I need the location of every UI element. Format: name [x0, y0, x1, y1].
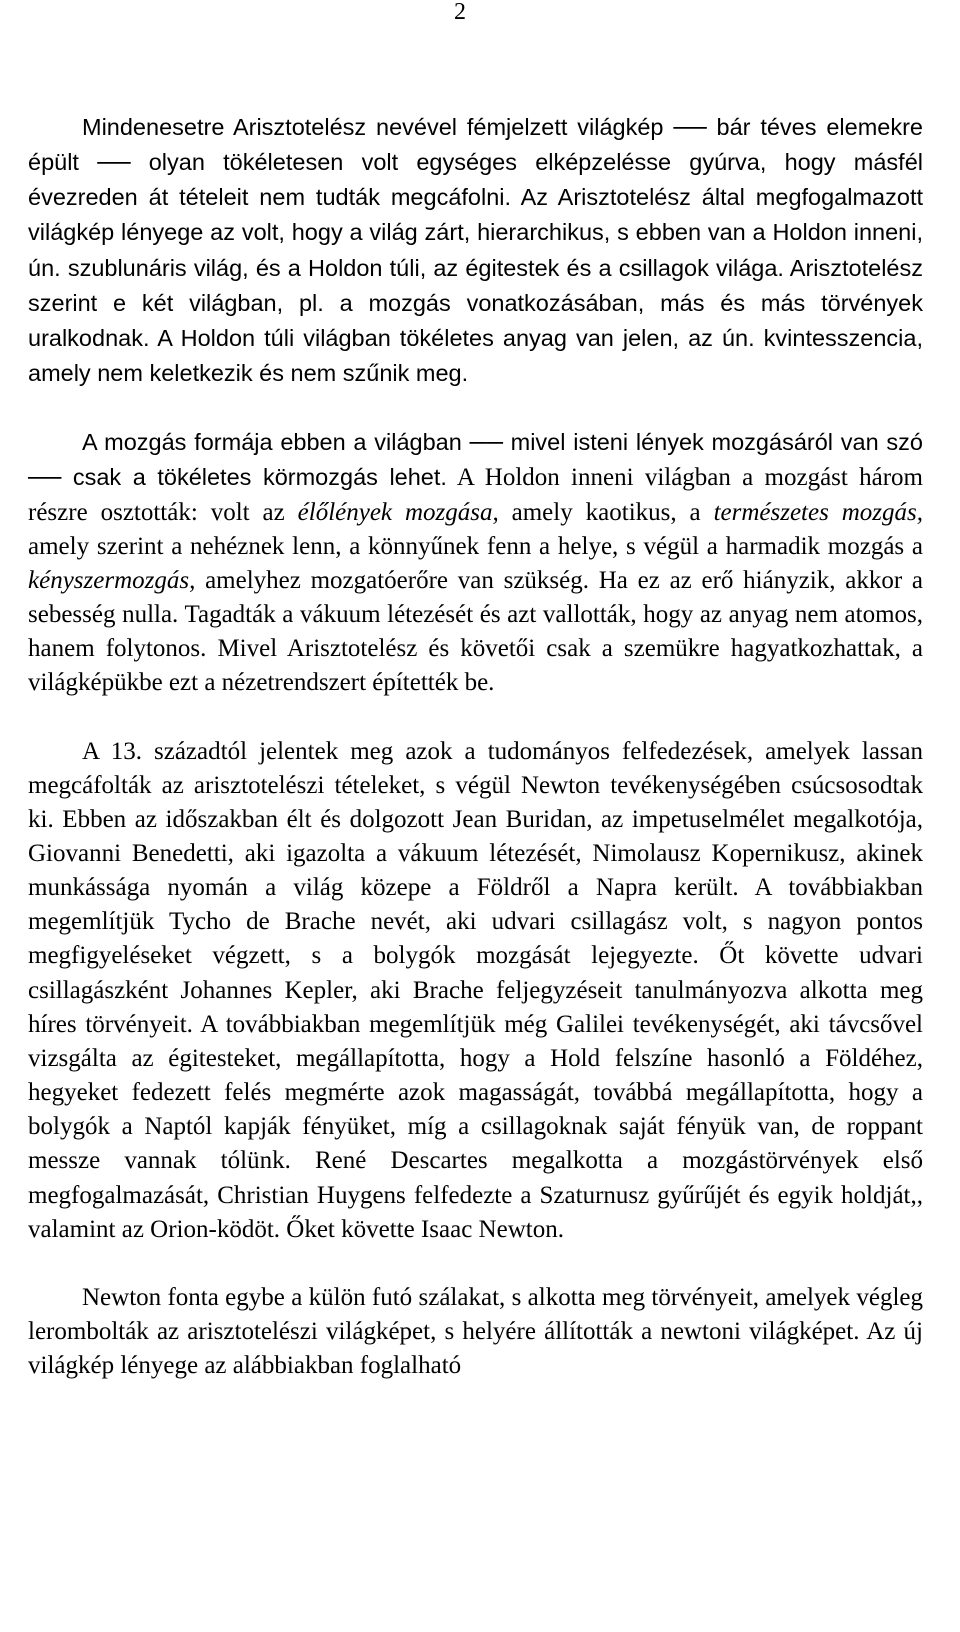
paragraph-text: Mindenesetre Arisztotelész nevével fémjelzett világkép ── bár téves elemekre épült ── olyan tökéletesen volt egységes elképzelésse gyúrva, hogy másfél évezreden át tételeit nem tudták megcáfolni. Az Arisztotelész által megfogalmazott világkép lényege az volt, hogy a világ zárt, hierarchikus, s ebben van a Holdon inneni, ún. szublunáris világ, és a Holdon túli, az égitestek és a csillagok világa. Arisztotelész szerint e két világban, pl. a mozgás vonatkozásában, más és más törvények uralkodnak. A Holdon túli világban tökéletes anyag van jelen, az ún. kvintesszencia, amely nem keletkezik és nem szűnik meg. [28, 114, 923, 387]
paragraph-text: A mozgás formája ebben a világban ── mivel isteni lények mozgásáról van szó ── csak a tökéletes körmozgás lehet. [28, 429, 923, 491]
paragraph-motion-types [28, 425, 923, 700]
paragraph-aristotle-worldview [28, 110, 923, 391]
paragraph-text: amely kaotikus, a [498, 498, 714, 526]
paragraph-scientific-discoveries [28, 735, 923, 1247]
paragraph-text: amely szerint a nehéznek lenn, a könnyűnek fenn a helye, s végül a harmadik mozgás a [28, 532, 923, 560]
page-number: 2 [454, 0, 466, 25]
emphasis-forced-motion: kényszermozgás, [28, 566, 196, 594]
paragraph-text: amelyhez mozgatóerőre van szükség. Ha ez az erő hiányzik, akkor a sebesség nulla. Tagadták a vákuum létezését és azt vallották, hogy az anyag nem atomos, hanem folytonos. Mivel Arisztotelész és követői csak a szemükre hagyatkozhattak, a világképükbe ezt a nézetrendszert építették be. [28, 566, 923, 697]
paragraph-newton [28, 1281, 923, 1383]
document-body [28, 110, 923, 1383]
paragraph-text: Newton fonta egybe a külön futó szálakat, s alkotta meg törvényeit, amelyek végleg lerombolták az arisztotelészi világképet, s helyére állították a newtoni világképet. Az új világkép lényege az alábbiakban foglalható [28, 1283, 923, 1380]
paragraph-text: A Holdon inneni világban a mozgást három részre osztották: volt az [28, 464, 923, 526]
emphasis-natural-motion: természetes mozgás, [713, 498, 923, 526]
emphasis-living-motion: élőlények mozgása, [297, 498, 499, 526]
paragraph-text: A 13. századtól jelentek meg azok a tudományos felfedezések, amelyek lassan megcáfolták az arisztotelészi tételeket, s végül Newton tevékenységében csúcsosodtak ki. Ebben az időszakban élt és dolgozott Jean Buridan, az impetuselmélet megalkotója, Giovanni Benedetti, aki igazolta a vákuum létezését, Nimolausz Kopernikusz, akinek munkássága nyomán a világ közepe a Földről a Napra került. A továbbiakban megemlítjük Tycho de Brache nevét, aki udvari csillagász volt, s nagyon pontos megfigyeléseket végzett, s a bolygók mozgását lejegyezte. Őt követte udvari csillagászként Johannes Kepler, aki Brache feljegyzéseit tanulmányozva alkotta meg híres törvényeit. A továbbiakban megemlítjük még Galilei tevékenységét, aki távcsővel vizsgálta az égitesteket, megállapította, hogy a Hold felszíne hasonló a Földéhez, hegyeket fedezett felés megmérte azok magasságát, továbbá megállapította, hogy a bolygók a Naptól kapják fényüket, míg a csillagoknak saját fényük van, de roppant messze vannak tólünk. René Descartes megalkotta a mozgástörvények első megfogalmazását, Christian Huygens felfedezte a Szaturnusz gyűrűjét és egyik holdját,, valamint az Orion-ködöt. Őket követte Isaac Newton. [28, 737, 923, 1243]
